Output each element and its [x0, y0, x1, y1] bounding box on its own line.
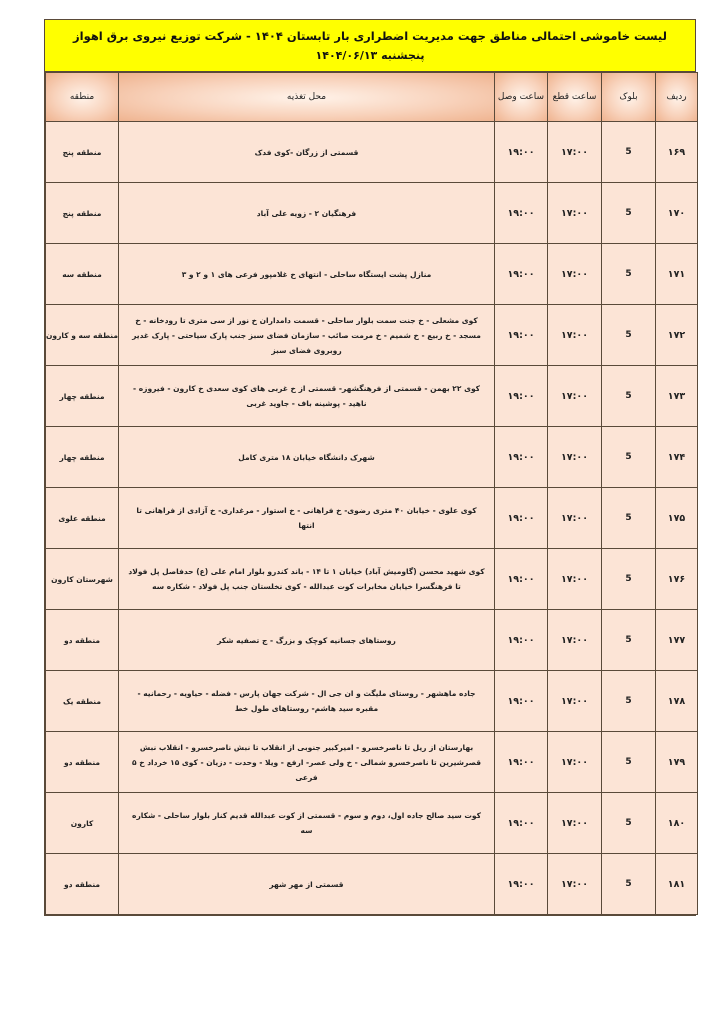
cell-radif: ۱۷۰: [656, 183, 698, 244]
cell-connect-time: ۱۹:۰۰: [495, 183, 548, 244]
cell-cut-time: ۱۷:۰۰: [548, 732, 602, 793]
table-row: [46, 366, 698, 427]
cell-radif: ۱۷۶: [656, 549, 698, 610]
cell-connect-time: ۱۹:۰۰: [495, 793, 548, 854]
header-connect-time: ساعت وصل: [495, 73, 548, 122]
table-row: [46, 122, 698, 183]
table-row: [46, 305, 698, 366]
cell-radif: ۱۸۱: [656, 854, 698, 915]
cell-connect-time: ۱۹:۰۰: [495, 305, 548, 366]
cell-block: 5: [602, 183, 656, 244]
cell-radif: ۱۷۱: [656, 244, 698, 305]
cell-cut-time: ۱۷:۰۰: [548, 549, 602, 610]
cell-connect-time: ۱۹:۰۰: [495, 122, 548, 183]
cell-cut-time: ۱۷:۰۰: [548, 427, 602, 488]
table-row: [46, 610, 698, 671]
header-block: بلوک: [602, 73, 656, 122]
cell-radif: ۱۷۹: [656, 732, 698, 793]
cell-connect-time: ۱۹:۰۰: [495, 366, 548, 427]
cell-block: 5: [602, 854, 656, 915]
cell-block: 5: [602, 671, 656, 732]
table-row: [46, 488, 698, 549]
cell-radif: ۱۷۷: [656, 610, 698, 671]
cell-radif: ۱۷۴: [656, 427, 698, 488]
cell-connect-time: ۱۹:۰۰: [495, 244, 548, 305]
cell-region: منطقه پنج: [46, 183, 119, 244]
cell-location: کوی مشعلی - خ جنت سمت بلوار ساحلی - قسمت دامداران خ نور از سی متری تا رودخانه - خ مسجد - خ ربیع - خ شمیم - خ مرمت صائب - سازمان فضای سبز جنب پارک سیاحتی - پارک غدیر روبروی فضای سبز: [119, 305, 495, 366]
table-row: [46, 183, 698, 244]
cell-region: شهرستان کارون: [46, 549, 119, 610]
cell-region: منطقه سه: [46, 244, 119, 305]
header-radif: ردیف: [656, 73, 698, 122]
table-row: [46, 854, 698, 915]
header-region: منطقه: [46, 73, 119, 122]
outage-table: [45, 72, 698, 915]
cell-region: منطقه سه و کارون: [46, 305, 119, 366]
cell-cut-time: ۱۷:۰۰: [548, 122, 602, 183]
table-row: [46, 244, 698, 305]
cell-region: منطقه علوی: [46, 488, 119, 549]
cell-block: 5: [602, 122, 656, 183]
cell-cut-time: ۱۷:۰۰: [548, 793, 602, 854]
cell-block: 5: [602, 244, 656, 305]
cell-location: جاده ماهشهر - روستای ملیگث و ان جی ال - شرکت جهان پارس - فضله - حیاویه - رحمانیه - مقبره سید هاشم- روستاهای طول خط: [119, 671, 495, 732]
cell-connect-time: ۱۹:۰۰: [495, 671, 548, 732]
cell-radif: ۱۷۸: [656, 671, 698, 732]
cell-region: منطقه یک: [46, 671, 119, 732]
cell-location: روستاهای جسانیه کوچک و بزرگ - ج تصفیه شکر: [119, 610, 495, 671]
cell-block: 5: [602, 366, 656, 427]
cell-location: بهارستان از ریل تا ناصرخسرو - امیرکبیر جنوبی از انقلاب تا نبش ناصرخسرو - انقلاب نبش قصرشیرین تا ناصرخسرو شمالی - خ ولی عصر- ارفع - ویلا - وحدت - دزیان - کوی ۱۵ خرداد خ ۵ فرعی: [119, 732, 495, 793]
document-date: پنجشنبه ۱۴۰۴/۰۶/۱۳: [315, 48, 425, 62]
cell-block: 5: [602, 488, 656, 549]
cell-region: منطقه چهار: [46, 366, 119, 427]
cell-block: 5: [602, 610, 656, 671]
cell-radif: ۱۶۹: [656, 122, 698, 183]
cell-location: فرهنگیان ۲ - زویه علی آباد: [119, 183, 495, 244]
table-row: [46, 732, 698, 793]
title-banner: [45, 20, 695, 72]
cell-location: شهرک دانشگاه خیابان ۱۸ متری کامل: [119, 427, 495, 488]
cell-region: منطقه دو: [46, 732, 119, 793]
cell-radif: ۱۸۰: [656, 793, 698, 854]
cell-cut-time: ۱۷:۰۰: [548, 244, 602, 305]
cell-cut-time: ۱۷:۰۰: [548, 671, 602, 732]
cell-cut-time: ۱۷:۰۰: [548, 854, 602, 915]
cell-region: منطقه دو: [46, 610, 119, 671]
cell-location: کوی ۲۲ بهمن - قسمتی از فرهنگشهر- قسمتی از خ غربی های کوی سعدی خ کارون - فیروزه - ناهید - پوشینه باف - جاوید غربی: [119, 366, 495, 427]
outage-schedule-sheet: [44, 19, 696, 916]
cell-location: کوی شهید محسن (گاومیش آباد) خیابان ۱ تا ۱۴ - باند کندرو بلوار امام علی (ع) حدفاصل پل فولاد تا فرهنگسرا خیابان مخابرات کوت عبدالله - کوی نخلستان جنب پل فولاد - شکاره سه: [119, 549, 495, 610]
table-header-row: [46, 73, 698, 122]
cell-location: کوی علوی - خیابان ۴۰ متری رضوی- خ فراهانی - خ استوار - مرغداری- خ آزادی از فراهانی تا انتها: [119, 488, 495, 549]
cell-connect-time: ۱۹:۰۰: [495, 610, 548, 671]
cell-cut-time: ۱۷:۰۰: [548, 610, 602, 671]
cell-connect-time: ۱۹:۰۰: [495, 427, 548, 488]
cell-radif: ۱۷۲: [656, 305, 698, 366]
cell-connect-time: ۱۹:۰۰: [495, 854, 548, 915]
cell-cut-time: ۱۷:۰۰: [548, 183, 602, 244]
cell-cut-time: ۱۷:۰۰: [548, 305, 602, 366]
cell-block: 5: [602, 427, 656, 488]
cell-region: منطقه چهار: [46, 427, 119, 488]
header-location: محل تغذیه: [119, 73, 495, 122]
cell-block: 5: [602, 793, 656, 854]
table-row: [46, 671, 698, 732]
cell-region: منطقه دو: [46, 854, 119, 915]
cell-region: کارون: [46, 793, 119, 854]
table-row: [46, 549, 698, 610]
header-cut-time: ساعت قطع: [548, 73, 602, 122]
cell-block: 5: [602, 305, 656, 366]
cell-radif: ۱۷۳: [656, 366, 698, 427]
cell-block: 5: [602, 549, 656, 610]
cell-location: قسمتی از مهر شهر: [119, 854, 495, 915]
table-row: [46, 793, 698, 854]
cell-location: کوت سید صالح جاده اول، دوم و سوم - قسمتی از کوت عبدالله قدیم کنار بلوار ساحلی - شکاره سه: [119, 793, 495, 854]
cell-connect-time: ۱۹:۰۰: [495, 549, 548, 610]
cell-cut-time: ۱۷:۰۰: [548, 488, 602, 549]
cell-block: 5: [602, 732, 656, 793]
cell-connect-time: ۱۹:۰۰: [495, 732, 548, 793]
cell-radif: ۱۷۵: [656, 488, 698, 549]
table-row: [46, 427, 698, 488]
cell-cut-time: ۱۷:۰۰: [548, 366, 602, 427]
cell-location: منازل پشت ایستگاه ساحلی - انتهای خ غلامپور فرعی های ۱ و ۲ و ۳: [119, 244, 495, 305]
cell-location: قسمتی از زرگان -کوی فدک: [119, 122, 495, 183]
cell-connect-time: ۱۹:۰۰: [495, 488, 548, 549]
cell-region: منطقه پنج: [46, 122, 119, 183]
document-title: لیست خاموشی احتمالی مناطق جهت مدیریت اضطراری بار تابستان ۱۴۰۴ - شرکت توزیع نیروی برق اهواز: [73, 28, 667, 43]
